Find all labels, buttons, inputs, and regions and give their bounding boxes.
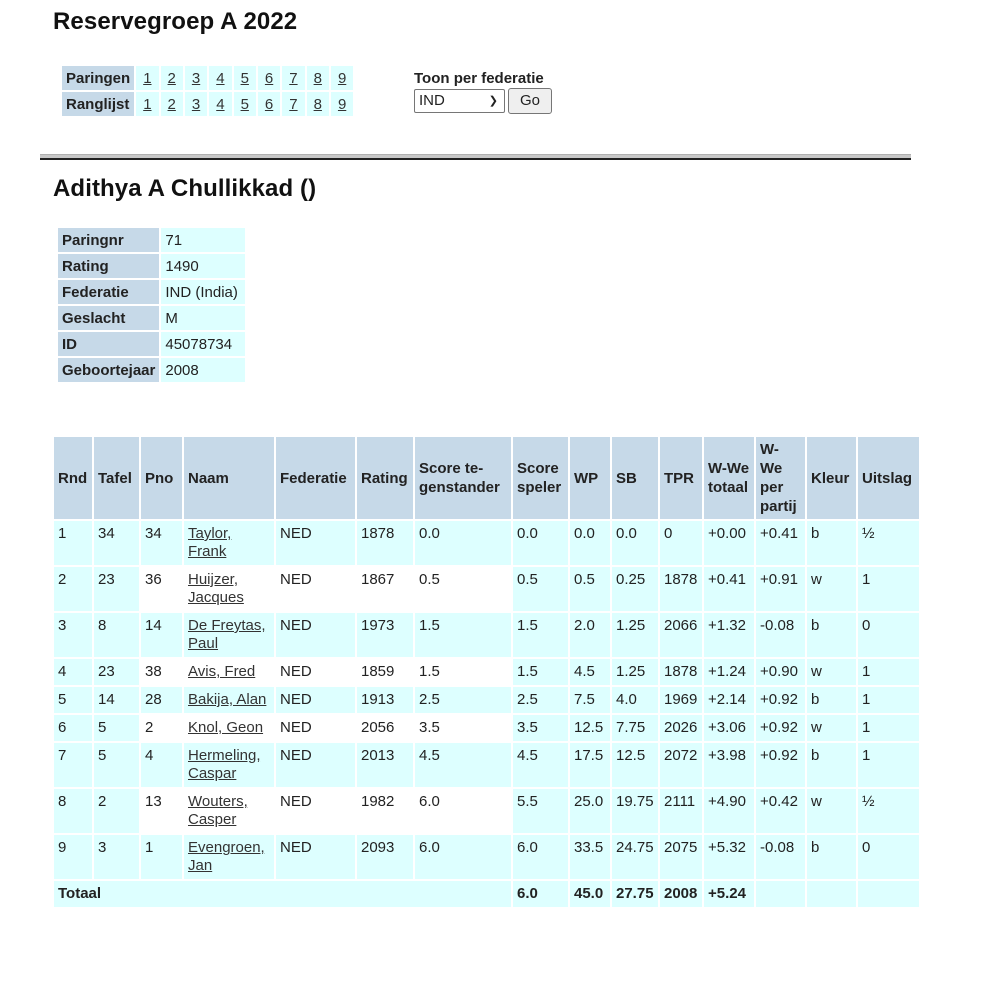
cell-pno: 34	[141, 521, 182, 565]
ranglijst-round-link[interactable]: 8	[313, 95, 322, 113]
cell-wp: 33.5	[570, 835, 610, 879]
cell-tafel: 23	[94, 567, 139, 611]
results-header-row	[54, 437, 919, 519]
cell-tpr: 2026	[660, 715, 702, 741]
cell-tafel: 5	[94, 743, 139, 787]
cell-pno: 2	[141, 715, 182, 741]
cell-rating: 1867	[357, 567, 413, 611]
nav-row-ranglijst	[62, 92, 353, 116]
paringen-round-link[interactable]: 6	[264, 69, 274, 87]
go-button[interactable]: Go	[508, 88, 552, 114]
opponent-link[interactable]: De Freytas, Paul	[188, 617, 266, 652]
cell-pno: 13	[141, 789, 182, 833]
chevron-down-icon: ❯	[488, 95, 498, 107]
result-row	[54, 789, 919, 833]
nav-row-paringen	[62, 66, 353, 90]
paringen-round-link[interactable]: 9	[337, 69, 347, 87]
opponent-link[interactable]: Wouters, Casper	[188, 793, 248, 828]
federation-filter-label: Toon per federatie	[414, 70, 544, 87]
cell-ww-total: +5.32	[704, 835, 754, 879]
cell-sb: 0.25	[612, 567, 658, 611]
opponent-link[interactable]: Avis, Fred	[188, 663, 256, 680]
cell-kleur: b	[807, 835, 856, 879]
cell-score-opponent: 0.0	[415, 521, 511, 565]
opponent-link[interactable]: Huijzer, Jacques	[188, 571, 244, 606]
cell-uitslag: 0	[858, 613, 919, 657]
opponent-link[interactable]: Hermeling, Caspar	[188, 747, 261, 782]
col-header-uitslag: Uitslag	[858, 437, 919, 519]
cell-score-player: 1.5	[513, 659, 568, 685]
federation-filter-form	[414, 70, 552, 114]
paringen-round-link[interactable]: 8	[313, 69, 322, 87]
info-label: Geboortejaar	[58, 358, 159, 382]
info-row	[58, 306, 245, 330]
opponent-link[interactable]: Knol, Geon	[188, 719, 264, 736]
info-row	[58, 228, 245, 252]
cell-wp: 7.5	[570, 687, 610, 713]
horizontal-divider	[40, 154, 911, 160]
cell-tafel: 3	[94, 835, 139, 879]
cell-sb: 7.75	[612, 715, 658, 741]
result-row	[54, 743, 919, 787]
col-header-tafel: Tafel	[94, 437, 139, 519]
cell-naam	[184, 789, 274, 833]
info-value: 71	[161, 228, 245, 252]
cell-score-player: 0.5	[513, 567, 568, 611]
cell-pno: 1	[141, 835, 182, 879]
cell-pno: 28	[141, 687, 182, 713]
total-empty	[756, 881, 805, 907]
cell-tafel: 34	[94, 521, 139, 565]
cell-score-player: 0.0	[513, 521, 568, 565]
cell-federatie: NED	[276, 715, 355, 741]
cell-rating: 2093	[357, 835, 413, 879]
info-label: Federatie	[58, 280, 159, 304]
federation-select-value: IND	[419, 92, 445, 109]
nav-label-paringen: Paringen	[62, 66, 134, 90]
cell-ww-total: +0.41	[704, 567, 754, 611]
cell-ww-total: +2.14	[704, 687, 754, 713]
cell-federatie: NED	[276, 567, 355, 611]
cell-rnd: 9	[54, 835, 92, 879]
cell-uitslag: 0	[858, 835, 919, 879]
col-header-kleur: Kleur	[807, 437, 856, 519]
info-label: Paringnr	[58, 228, 159, 252]
cell-pno: 38	[141, 659, 182, 685]
info-value: 45078734	[161, 332, 245, 356]
info-value: IND (India)	[161, 280, 245, 304]
cell-tpr: 1969	[660, 687, 702, 713]
total-tpr: 2008	[660, 881, 702, 907]
ranglijst-round-link[interactable]: 5	[240, 95, 249, 113]
cell-federatie: NED	[276, 521, 355, 565]
opponent-link[interactable]: Taylor, Frank	[188, 525, 232, 560]
cell-ww-total: +3.06	[704, 715, 754, 741]
col-header-score-opponent: Score te-genstander	[415, 437, 511, 519]
cell-uitslag: 1	[858, 567, 919, 611]
cell-score-opponent: 4.5	[415, 743, 511, 787]
col-header-ww-total: W-We totaal	[704, 437, 754, 519]
results-table	[52, 435, 921, 909]
opponent-link[interactable]: Bakija, Alan	[188, 691, 267, 708]
cell-tpr: 1878	[660, 567, 702, 611]
cell-ww-per-game: +0.92	[756, 715, 805, 741]
ranglijst-round-link[interactable]: 7	[289, 95, 298, 113]
cell-ww-per-game: -0.08	[756, 835, 805, 879]
cell-naam	[184, 659, 274, 685]
player-info-table	[56, 226, 247, 384]
result-row	[54, 613, 919, 657]
cell-kleur: w	[807, 659, 856, 685]
ranglijst-round-link[interactable]: 3	[191, 95, 201, 113]
cell-kleur: b	[807, 687, 856, 713]
cell-federatie: NED	[276, 743, 355, 787]
cell-tpr: 2111	[660, 789, 702, 833]
cell-ww-total: +1.24	[704, 659, 754, 685]
cell-ww-per-game: +0.42	[756, 789, 805, 833]
cell-pno: 14	[141, 613, 182, 657]
cell-ww-per-game: +0.92	[756, 743, 805, 787]
cell-federatie: NED	[276, 613, 355, 657]
ranglijst-round-link[interactable]: 4	[216, 95, 225, 113]
cell-wp: 12.5	[570, 715, 610, 741]
total-empty	[807, 881, 856, 907]
cell-sb: 4.0	[612, 687, 658, 713]
cell-uitslag: 1	[858, 743, 919, 787]
navigation-table	[60, 64, 355, 118]
paringen-round-link[interactable]: 1	[143, 69, 152, 87]
cell-sb: 19.75	[612, 789, 658, 833]
info-row	[58, 358, 245, 382]
cell-rnd: 4	[54, 659, 92, 685]
info-row	[58, 332, 245, 356]
cell-score-opponent: 1.5	[415, 613, 511, 657]
cell-score-player: 5.5	[513, 789, 568, 833]
cell-wp: 2.0	[570, 613, 610, 657]
cell-ww-per-game: -0.08	[756, 613, 805, 657]
cell-tafel: 8	[94, 613, 139, 657]
col-header-wp: WP	[570, 437, 610, 519]
cell-score-player: 2.5	[513, 687, 568, 713]
cell-tpr: 2075	[660, 835, 702, 879]
ranglijst-round-link[interactable]: 1	[143, 95, 152, 113]
cell-wp: 0.5	[570, 567, 610, 611]
col-header-federatie: Federatie	[276, 437, 355, 519]
cell-uitslag: 1	[858, 715, 919, 741]
info-label: ID	[58, 332, 159, 356]
nav-label-ranglijst: Ranglijst	[62, 92, 134, 116]
cell-wp: 4.5	[570, 659, 610, 685]
cell-score-player: 3.5	[513, 715, 568, 741]
cell-wp: 25.0	[570, 789, 610, 833]
cell-tpr: 2066	[660, 613, 702, 657]
paringen-round-link[interactable]: 4	[216, 69, 225, 87]
cell-naam	[184, 715, 274, 741]
info-label: Geslacht	[58, 306, 159, 330]
cell-pno: 4	[141, 743, 182, 787]
total-sb: 27.75	[612, 881, 658, 907]
cell-sb: 1.25	[612, 613, 658, 657]
cell-rating: 1859	[357, 659, 413, 685]
paringen-round-link[interactable]: 5	[240, 69, 249, 87]
ranglijst-round-link[interactable]: 6	[264, 95, 274, 113]
cell-score-player: 4.5	[513, 743, 568, 787]
opponent-link[interactable]: Evengroen, Jan	[188, 839, 265, 874]
cell-tpr: 2072	[660, 743, 702, 787]
info-label: Rating	[58, 254, 159, 278]
cell-score-opponent: 1.5	[415, 659, 511, 685]
total-empty	[858, 881, 919, 907]
cell-tpr: 1878	[660, 659, 702, 685]
result-row	[54, 835, 919, 879]
cell-uitslag: ½	[858, 789, 919, 833]
col-header-ww-per-game: W-We per partij	[756, 437, 805, 519]
cell-ww-per-game: +0.41	[756, 521, 805, 565]
cell-rating: 1913	[357, 687, 413, 713]
cell-score-opponent: 2.5	[415, 687, 511, 713]
cell-score-player: 6.0	[513, 835, 568, 879]
player-title: Adithya A Chullikkad ()	[53, 175, 317, 202]
cell-naam	[184, 567, 274, 611]
result-row	[54, 715, 919, 741]
cell-pno: 36	[141, 567, 182, 611]
col-header-rating: Rating	[357, 437, 413, 519]
cell-kleur: b	[807, 743, 856, 787]
cell-kleur: b	[807, 613, 856, 657]
total-ww-total: +5.24	[704, 881, 754, 907]
cell-uitslag: 1	[858, 659, 919, 685]
cell-ww-total: +3.98	[704, 743, 754, 787]
cell-rnd: 8	[54, 789, 92, 833]
info-value: M	[161, 306, 245, 330]
cell-naam	[184, 687, 274, 713]
total-score-player: 6.0	[513, 881, 568, 907]
cell-federatie: NED	[276, 789, 355, 833]
total-wp: 45.0	[570, 881, 610, 907]
total-label: Totaal	[54, 881, 511, 907]
cell-rating: 1982	[357, 789, 413, 833]
cell-kleur: b	[807, 521, 856, 565]
cell-kleur: w	[807, 567, 856, 611]
cell-score-opponent: 3.5	[415, 715, 511, 741]
paringen-round-link[interactable]: 7	[289, 69, 298, 87]
cell-rnd: 1	[54, 521, 92, 565]
cell-sb: 12.5	[612, 743, 658, 787]
cell-naam	[184, 521, 274, 565]
col-header-score-player: Score speler	[513, 437, 568, 519]
cell-rating: 1973	[357, 613, 413, 657]
col-header-sb: SB	[612, 437, 658, 519]
info-value: 1490	[161, 254, 245, 278]
total-row	[54, 881, 919, 907]
cell-ww-per-game: +0.90	[756, 659, 805, 685]
cell-ww-total: +1.32	[704, 613, 754, 657]
cell-score-opponent: 0.5	[415, 567, 511, 611]
cell-rating: 1878	[357, 521, 413, 565]
cell-kleur: w	[807, 715, 856, 741]
cell-score-opponent: 6.0	[415, 789, 511, 833]
info-value: 2008	[161, 358, 245, 382]
cell-federatie: NED	[276, 835, 355, 879]
cell-sb: 0.0	[612, 521, 658, 565]
result-row	[54, 567, 919, 611]
cell-rating: 2056	[357, 715, 413, 741]
result-row	[54, 521, 919, 565]
cell-rating: 2013	[357, 743, 413, 787]
cell-sb: 24.75	[612, 835, 658, 879]
cell-federatie: NED	[276, 659, 355, 685]
cell-uitslag: ½	[858, 521, 919, 565]
cell-ww-per-game: +0.92	[756, 687, 805, 713]
cell-uitslag: 1	[858, 687, 919, 713]
col-header-rnd: Rnd	[54, 437, 92, 519]
cell-naam	[184, 835, 274, 879]
cell-tafel: 2	[94, 789, 139, 833]
cell-score-player: 1.5	[513, 613, 568, 657]
paringen-round-link[interactable]: 3	[191, 69, 201, 87]
ranglijst-round-link[interactable]: 2	[167, 95, 176, 113]
result-row	[54, 659, 919, 685]
cell-tpr: 0	[660, 521, 702, 565]
cell-ww-total: +0.00	[704, 521, 754, 565]
info-row	[58, 280, 245, 304]
cell-rnd: 3	[54, 613, 92, 657]
federation-select[interactable]	[414, 89, 505, 113]
cell-ww-per-game: +0.91	[756, 567, 805, 611]
cell-score-opponent: 6.0	[415, 835, 511, 879]
cell-naam	[184, 613, 274, 657]
cell-tafel: 5	[94, 715, 139, 741]
cell-rnd: 2	[54, 567, 92, 611]
result-row	[54, 687, 919, 713]
info-row	[58, 254, 245, 278]
page-title: Reservegroep A 2022	[53, 8, 298, 35]
col-header-naam: Naam	[184, 437, 274, 519]
col-header-pno: Pno	[141, 437, 182, 519]
cell-kleur: w	[807, 789, 856, 833]
ranglijst-round-link[interactable]: 9	[337, 95, 347, 113]
cell-wp: 0.0	[570, 521, 610, 565]
cell-wp: 17.5	[570, 743, 610, 787]
cell-rnd: 7	[54, 743, 92, 787]
cell-sb: 1.25	[612, 659, 658, 685]
cell-rnd: 5	[54, 687, 92, 713]
col-header-tpr: TPR	[660, 437, 702, 519]
cell-tafel: 14	[94, 687, 139, 713]
paringen-round-link[interactable]: 2	[167, 69, 176, 87]
cell-tafel: 23	[94, 659, 139, 685]
cell-federatie: NED	[276, 687, 355, 713]
cell-naam	[184, 743, 274, 787]
cell-ww-total: +4.90	[704, 789, 754, 833]
cell-rnd: 6	[54, 715, 92, 741]
